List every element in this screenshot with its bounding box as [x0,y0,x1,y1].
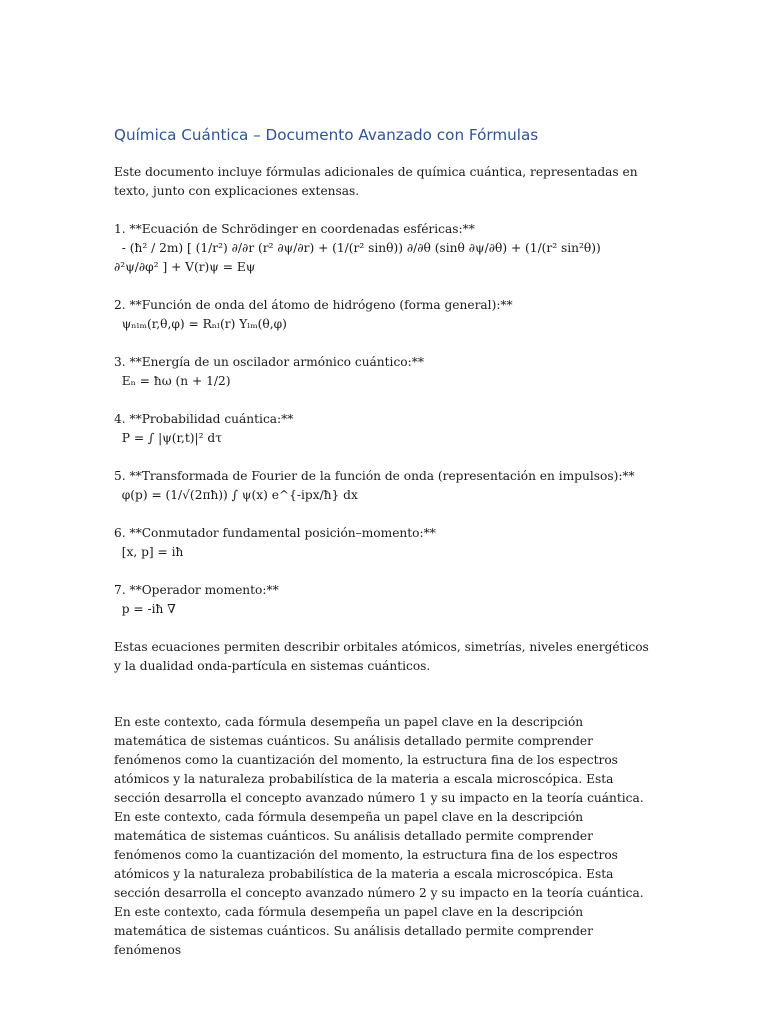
formula-heading: 7. **Operador momento:** [114,583,279,597]
formula-item-3 [114,353,654,391]
formula-line: P = ∫ |ψ(r,t)|² dτ [114,431,222,445]
formula-heading: 1. **Ecuación de Schrödinger en coordenadas esféricas:** [114,222,475,236]
formula-item-4 [114,410,654,448]
formula-item-2 [114,296,654,334]
formula-line: - (ħ² / 2m) [ (1/r²) ∂/∂r (r² ∂ψ/∂r) + (1/(r² sinθ)) ∂/∂θ (sinθ ∂ψ/∂θ) + (1/(r² sin²θ)) [114,241,601,255]
closing-paragraph: Estas ecuaciones permiten describir orbitales atómicos, simetrías, niveles energéticos y la dualidad onda-partícula en sistemas cuánticos. [114,640,649,673]
formula-heading: 2. **Función de onda del átomo de hidrógeno (forma general):** [114,298,513,312]
formula-line: Eₙ = ħω (n + 1/2) [114,374,231,388]
formula-heading: 5. **Transformada de Fourier de la función de onda (representación en impulsos):** [114,469,635,483]
formula-line: φ(p) = (1/√(2πħ)) ∫ ψ(x) e^{-ipx/ħ} dx [114,488,358,502]
formula-heading: 6. **Conmutador fundamental posición–momento:** [114,526,436,540]
formula-line: [x, p] = iħ [114,545,184,559]
formula-item-5 [114,467,654,505]
formula-heading: 3. **Energía de un oscilador armónico cuántico:** [114,355,424,369]
formula-line: ∂²ψ/∂φ² ] + V(r)ψ = Eψ [114,260,256,274]
intro-paragraph: Este documento incluye fórmulas adicionales de química cuántica, representadas en texto, junto con explicaciones extensas. [114,165,638,198]
formula-heading: 4. **Probabilidad cuántica:** [114,412,294,426]
formula-line: ψₙₗₘ(r,θ,φ) = Rₙₗ(r) Yₗₘ(θ,φ) [114,317,287,331]
document-title: Química Cuántica – Documento Avanzado con Fórmulas [114,126,539,144]
formula-item-6 [114,524,654,562]
extended-paragraph: En este contexto, cada fórmula desempeña un papel clave en la descripción matemática de sistemas cuánticos. Su análisis detallado permite comprender fenómenos como la cuantización del momento, la estructura fina de los espectros atómicos y la naturaleza probabilística de la materia a escala microscópica. Esta sección desarrolla el concepto avanzado número 1 y su impacto en la teoría cuántica. En este contexto, cada fórmula desempeña un papel clave en la descripción matemática de sistemas cuánticos. Su análisis detallado permite comprender fenómenos como la cuantización del momento, la estructura fina de los espectros atómicos y la naturaleza probabilística de la materia a escala microscópica. Esta sección desarrolla el concepto avanzado número 2 y su impacto en la teoría cuántica. En este contexto, cada fórmula desempeña un papel clave en la descripción matemática de sistemas cuánticos. Su análisis detallado permite comprender fenómenos [114,715,644,957]
formula-item-7 [114,581,654,619]
formula-line: p = -iħ ∇ [114,602,176,616]
formula-item-1 [114,220,654,277]
document-body [114,124,654,960]
